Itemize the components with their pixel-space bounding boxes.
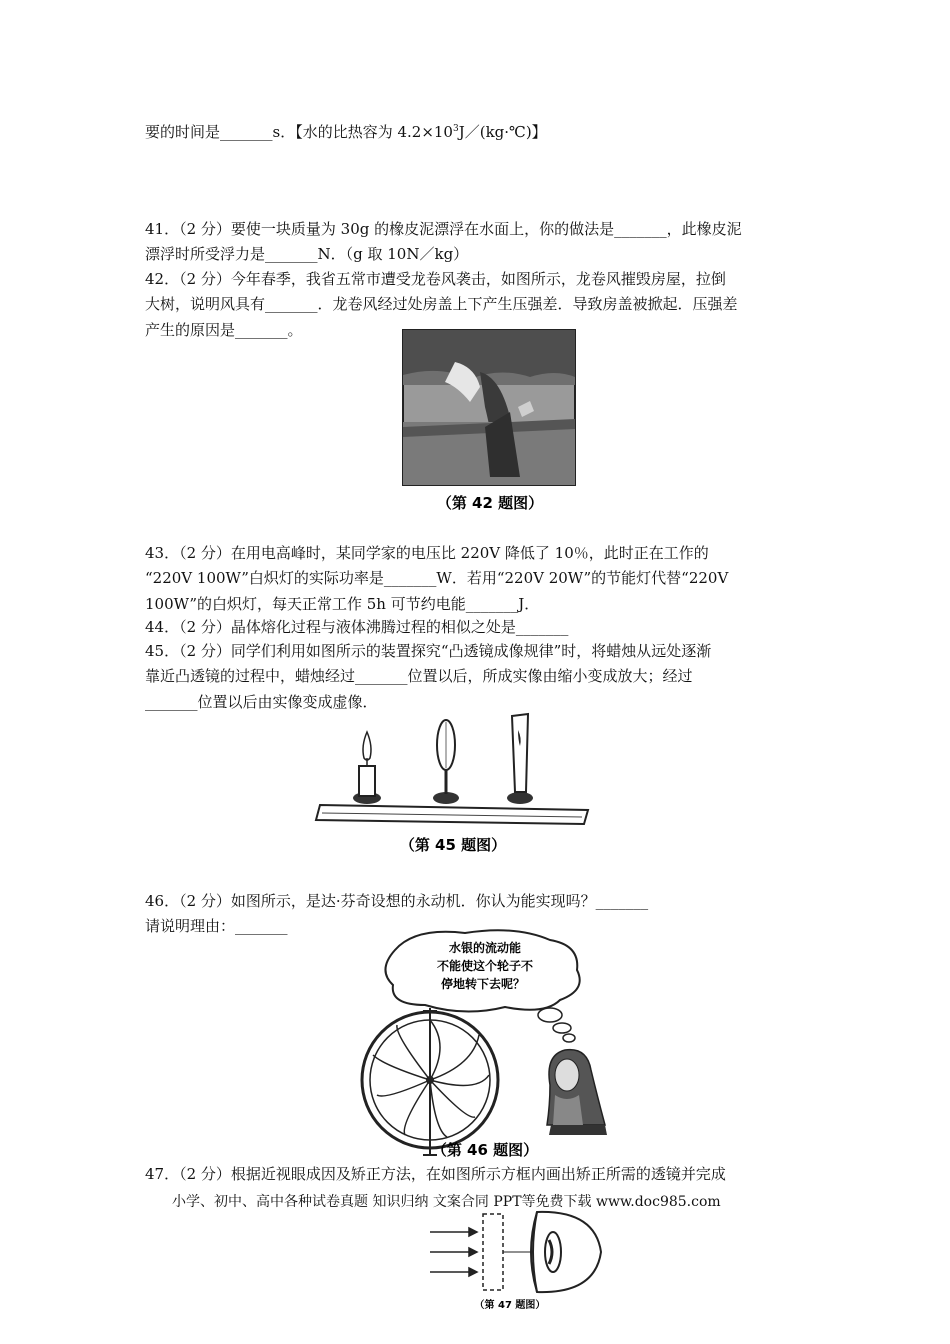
q42-caption: （第 42 题图） bbox=[436, 494, 544, 512]
page-footer: 小学、初中、高中各种试卷真题 知识归纳 文案合同 PPT等免费下载 www.doc985.com bbox=[172, 1194, 721, 1210]
q40-superscript: 3 bbox=[452, 124, 459, 134]
q45-line1: 45．（2 分）同学们利用如图所示的装置探究“凸透镜成像规律”时，将蜡烛从远处逐渐 bbox=[145, 642, 712, 660]
tornado-photo bbox=[400, 327, 580, 517]
q44-line1: 44．（2 分）晶体熔化过程与液体沸腾过程的相似之处是_______ bbox=[145, 618, 569, 636]
q45-figure bbox=[312, 710, 594, 860]
q41-line2: 漂浮时所受浮力是_______N．（g 取 10N／kg） bbox=[145, 245, 469, 263]
q40-tail bbox=[145, 119, 547, 142]
q43-line1: 43．（2 分）在用电高峰时，某同学家的电压比 220V 降低了 10％，此时正在工作的 bbox=[145, 544, 709, 562]
q45-line2: 靠近凸透镜的过程中，蜡烛经过_______位置以后，所成实像由缩小变成放大；经过 bbox=[145, 667, 693, 685]
q46-figure bbox=[355, 925, 615, 1160]
q42-figure bbox=[400, 327, 580, 517]
q41-line1: 41．（2 分）要使一块质量为 30g 的橡皮泥漂浮在水面上，你的做法是_______，此橡皮泥 bbox=[145, 220, 742, 238]
q43-line2: “220V 100W”白炽灯的实际功率是_______W．若用“220V 20W”的节能灯代替“220V bbox=[145, 569, 729, 587]
bubble-line3: 停地转下去呢？ bbox=[440, 977, 526, 991]
q40-text-a: 要的时间是_______s．【水的比热容为 4.2×10 bbox=[145, 123, 453, 141]
q45-caption: （第 45 题图） bbox=[399, 836, 507, 854]
bubble-line1: 水银的流动能 bbox=[448, 941, 522, 955]
bubble-line2: 不能使这个轮子不 bbox=[436, 959, 534, 973]
q42-line2: 大树，说明风具有_______．龙卷风经过处房盖上下产生压强差．导致房盖被掀起．压强差 bbox=[145, 295, 738, 313]
q42-line3: 产生的原因是_______。 bbox=[145, 321, 303, 339]
q47-line1: 47．（2 分）根据近视眼成因及矫正方法，在如图所示方框内画出矫正所需的透镜并完成 bbox=[145, 1165, 726, 1183]
q47-caption: （第 47 题图） bbox=[474, 1300, 546, 1310]
perpetual-motion-diagram bbox=[355, 925, 615, 1160]
q43-line3: 100W”的白炽灯，每天正常工作 5h 可节约电能_______J． bbox=[145, 595, 540, 613]
optical-bench-diagram bbox=[312, 710, 594, 860]
q42-line1: 42．（2 分）今年春季，我省五常市遭受龙卷风袭击，如图所示，龙卷风摧毁房屋，拉倒 bbox=[145, 270, 726, 288]
q47-figure bbox=[425, 1210, 625, 1310]
q46-line1: 46．（2 分）如图所示，是达·芬奇设想的永动机．你认为能实现吗？_______ bbox=[145, 892, 649, 910]
myopia-eye-diagram bbox=[425, 1210, 625, 1310]
q45-line3: _______位置以后由实像变成虚像． bbox=[145, 693, 378, 711]
q46-caption: （第 46 题图） bbox=[431, 1141, 539, 1159]
q40-text-b: J／(kg·℃)】 bbox=[458, 123, 547, 141]
q46-line2: 请说明理由：_______ bbox=[145, 917, 288, 935]
